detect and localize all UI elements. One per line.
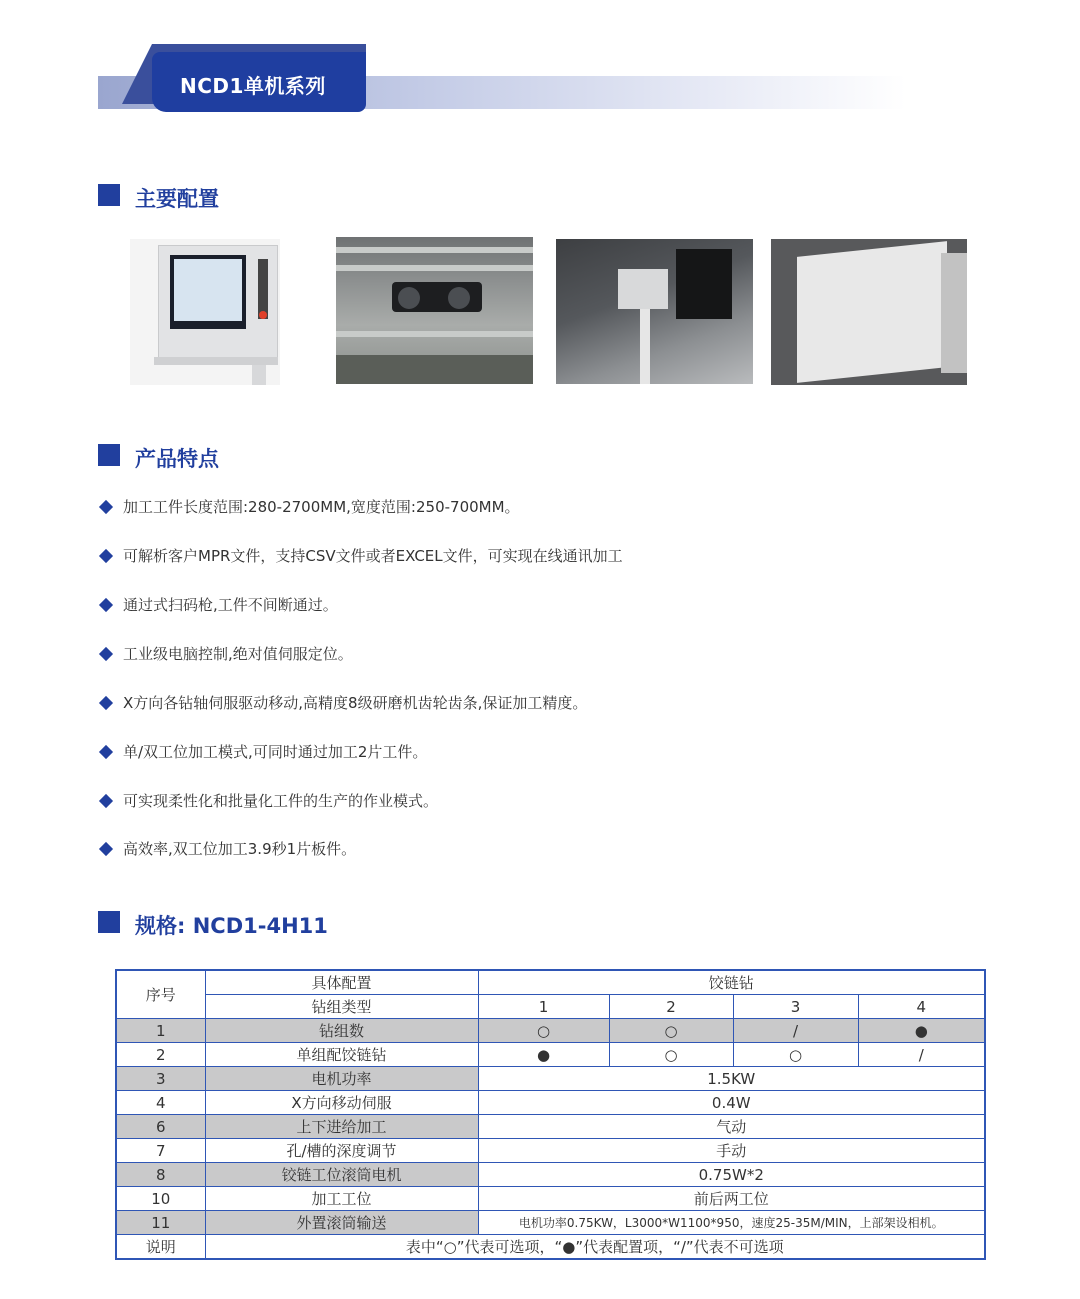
- table-row: [116, 1187, 985, 1211]
- row-value: ○: [733, 1043, 858, 1067]
- row-value: 1.5KW: [478, 1067, 985, 1091]
- row-value: 电机功率0.75KW，L3000*W1100*950，速度25-35M/MIN，上部架设相机。: [478, 1211, 985, 1235]
- row-item: X方向移动伺服: [205, 1091, 478, 1115]
- table-row: [116, 1115, 985, 1139]
- row-value: ○: [609, 1019, 733, 1043]
- diamond-bullet-icon: [99, 745, 113, 759]
- feature-item: 单/双工位加工模式,可同时通过加工2片工件。: [98, 741, 427, 762]
- row-number: 3: [116, 1067, 205, 1091]
- row-item: 加工工位: [205, 1187, 478, 1211]
- row-item: 孔/槽的深度调节: [205, 1139, 478, 1163]
- table-row: [116, 1067, 985, 1091]
- row-item: 铰链工位滚筒电机: [205, 1163, 478, 1187]
- row-value: 0.4W: [478, 1091, 985, 1115]
- diamond-bullet-icon: [99, 500, 113, 514]
- header-config: 具体配置: [205, 970, 478, 995]
- section-marker-config: [98, 184, 120, 206]
- row-item: 外置滚筒输送: [205, 1211, 478, 1235]
- table-row: [116, 1163, 985, 1187]
- diamond-bullet-icon: [99, 696, 113, 710]
- row-value: /: [858, 1043, 985, 1067]
- workpiece-plate-photo: [771, 239, 967, 385]
- header-col: 4: [858, 995, 985, 1019]
- section-title-spec: 规格: NCD1-4H11: [135, 914, 328, 938]
- row-value: 0.75W*2: [478, 1163, 985, 1187]
- barcode-scanner-camera-photo: [336, 237, 533, 384]
- diamond-bullet-icon: [99, 794, 113, 808]
- section-marker-spec: [98, 911, 120, 933]
- row-number: 7: [116, 1139, 205, 1163]
- row-number: 8: [116, 1163, 205, 1187]
- row-value: /: [733, 1019, 858, 1043]
- header-seq: 序号: [116, 970, 205, 1019]
- header-col: 3: [733, 995, 858, 1019]
- row-number: 2: [116, 1043, 205, 1067]
- feature-item: 通过式扫码枪,工件不间断通过。: [98, 594, 338, 615]
- feature-item: 加工工件长度范围:280-2700MM,宽度范围:250-700MM。: [98, 496, 520, 517]
- row-value: 前后两工位: [478, 1187, 985, 1211]
- spec-table: [115, 969, 986, 1260]
- row-value: 手动: [478, 1139, 985, 1163]
- row-value: ●: [858, 1019, 985, 1043]
- row-item: 钻组数: [205, 1019, 478, 1043]
- row-number: 10: [116, 1187, 205, 1211]
- section-title-features: 产品特点: [135, 447, 219, 471]
- note-text: 表中“○”代表可选项，“●”代表配置项，“/”代表不可选项: [205, 1235, 985, 1260]
- section-title-config: 主要配置: [135, 187, 219, 211]
- feature-item: 可解析客户MPR文件，支持CSV文件或者EXCEL文件，可实现在线通讯加工: [98, 545, 623, 566]
- row-value: ○: [478, 1019, 609, 1043]
- header-col: 1: [478, 995, 609, 1019]
- section-marker-features: [98, 444, 120, 466]
- diamond-bullet-icon: [99, 647, 113, 661]
- servo-motor-assembly-photo: [556, 239, 753, 384]
- industrial-computer-panel-photo: [130, 239, 280, 385]
- page-title: NCD1单机系列: [180, 74, 326, 98]
- feature-item: 可实现柔性化和批量化工件的生产的作业模式。: [98, 790, 438, 811]
- row-item: 上下进给加工: [205, 1115, 478, 1139]
- row-value: ●: [478, 1043, 609, 1067]
- row-item: 单组配饺链钻: [205, 1043, 478, 1067]
- table-row: [116, 1139, 985, 1163]
- row-number: 11: [116, 1211, 205, 1235]
- header-col: 2: [609, 995, 733, 1019]
- row-number: 6: [116, 1115, 205, 1139]
- diamond-bullet-icon: [99, 842, 113, 856]
- header-hinge-drill: 饺链钻: [478, 970, 985, 995]
- table-row: [116, 1091, 985, 1115]
- feature-item: X方向各钻轴伺服驱动移动,高精度8级研磨机齿轮齿条,保证加工精度。: [98, 692, 587, 713]
- diamond-bullet-icon: [99, 549, 113, 563]
- row-value: 气动: [478, 1115, 985, 1139]
- table-row: [116, 1019, 985, 1043]
- feature-item: 工业级电脑控制,绝对值伺服定位。: [98, 643, 353, 664]
- table-row: [116, 1235, 985, 1260]
- header-drill-type: 钻组类型: [205, 995, 478, 1019]
- row-number: 4: [116, 1091, 205, 1115]
- table-row: [116, 1211, 985, 1235]
- row-value: ○: [609, 1043, 733, 1067]
- feature-item: 高效率,双工位加工3.9秒1片板件。: [98, 838, 356, 859]
- row-item: 电机功率: [205, 1067, 478, 1091]
- row-number: 1: [116, 1019, 205, 1043]
- diamond-bullet-icon: [99, 598, 113, 612]
- note-label: 说明: [116, 1235, 205, 1260]
- table-row: [116, 1043, 985, 1067]
